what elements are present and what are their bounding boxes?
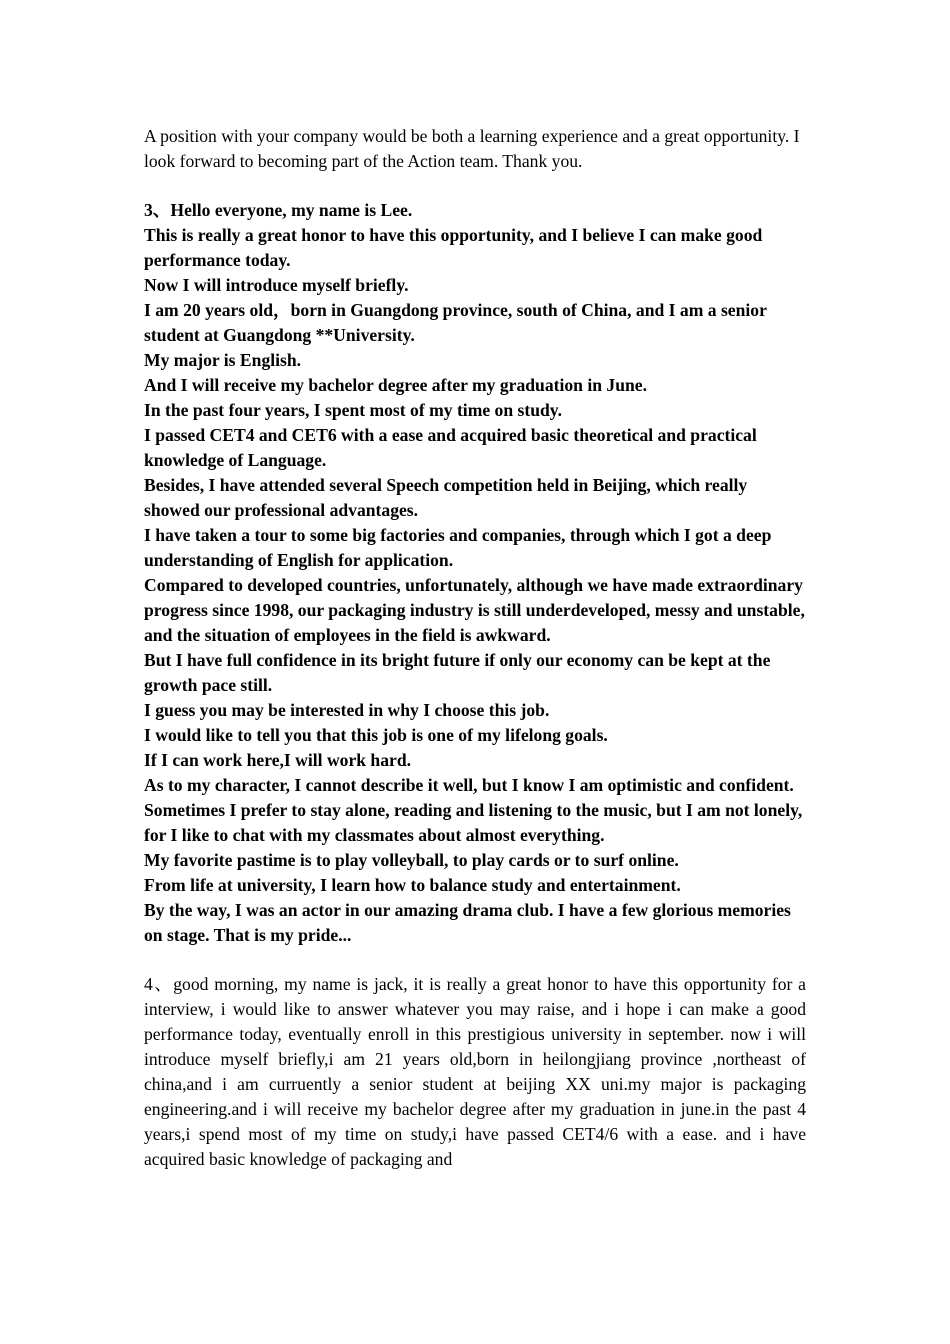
section-3: [144, 198, 806, 948]
section-3-line: But I have full confidence in its bright future if only our economy can be kept at the growth pace still.: [144, 650, 771, 695]
section-4-paragraph: 4、good morning, my name is jack, it is really a great honor to have this opportunity for a interview, i would like to answer whatever you may raise, and i hope i can make a good performance today, eventually enroll in this prestigious university in september. now i will introduce myself briefly,i am 21 years old,born in heilongjiang province ,northeast of china,and i am curruently a senior student at beijing XX uni.my major is packaging engineering.and i will receive my bachelor degree after my graduation in june.in the past 4 years,i spend most of my time on study,i have passed CET4/6 with a ease. and i have acquired basic knowledge of packaging and: [144, 974, 806, 1169]
section-3-line: This is really a great honor to have this opportunity, and I believe I can make good performance today.: [144, 225, 763, 270]
section-3-line: My favorite pastime is to play volleyball, to play cards or to surf online.: [144, 850, 679, 870]
section-3-line: Sometimes I prefer to stay alone, reading and listening to the music, but I am not lonely, for I like to chat with my classmates about almost everything.: [144, 800, 803, 845]
section-3-line: As to my character, I cannot describe it well, but I know I am optimistic and confident.: [144, 775, 794, 795]
section-3-line: By the way, I was an actor in our amazing drama club. I have a few glorious memories on stage. That is my pride...: [144, 900, 791, 945]
section-3-line: Besides, I have attended several Speech competition held in Beijing, which really showed our professional advantages.: [144, 475, 748, 520]
section-3-line: Now I will introduce myself briefly.: [144, 275, 409, 295]
section-3-line: I am 20 years old，born in Guangdong province, south of China, and I am a senior student at Guangdong **University.: [144, 300, 767, 345]
section-3-line: My major is English.: [144, 350, 302, 370]
intro-paragraph: A position with your company would be both a learning experience and a great opportunity. I look forward to becoming part of the Action team. Thank you.: [144, 126, 800, 171]
section-3-line: I have taken a tour to some big factories and companies, through which I got a deep understanding of English for application.: [144, 525, 772, 570]
paragraph-gap: [144, 948, 806, 972]
section-3-line: And I will receive my bachelor degree after my graduation in June.: [144, 375, 648, 395]
section-3-line: I passed CET4 and CET6 with a ease and acquired basic theoretical and practical knowledge of Language.: [144, 425, 757, 470]
document-page: [144, 124, 806, 1172]
section-3-line: I would like to tell you that this job is one of my lifelong goals.: [144, 725, 608, 745]
paragraph-gap: [144, 174, 806, 198]
section-3-line: I guess you may be interested in why I choose this job.: [144, 700, 550, 720]
section-3-line: If I can work here,I will work hard.: [144, 750, 412, 770]
section-3-line: Compared to developed countries, unfortunately, although we have made extraordinary progress since 1998, our packaging industry is still underdeveloped, messy and unstable, and the situation of employees in the field is awkward.: [144, 575, 805, 645]
section-3-line: 3、Hello everyone, my name is Lee.: [144, 200, 413, 220]
section-3-line: From life at university, I learn how to balance study and entertainment.: [144, 875, 681, 895]
section-3-line: In the past four years, I spent most of my time on study.: [144, 400, 563, 420]
